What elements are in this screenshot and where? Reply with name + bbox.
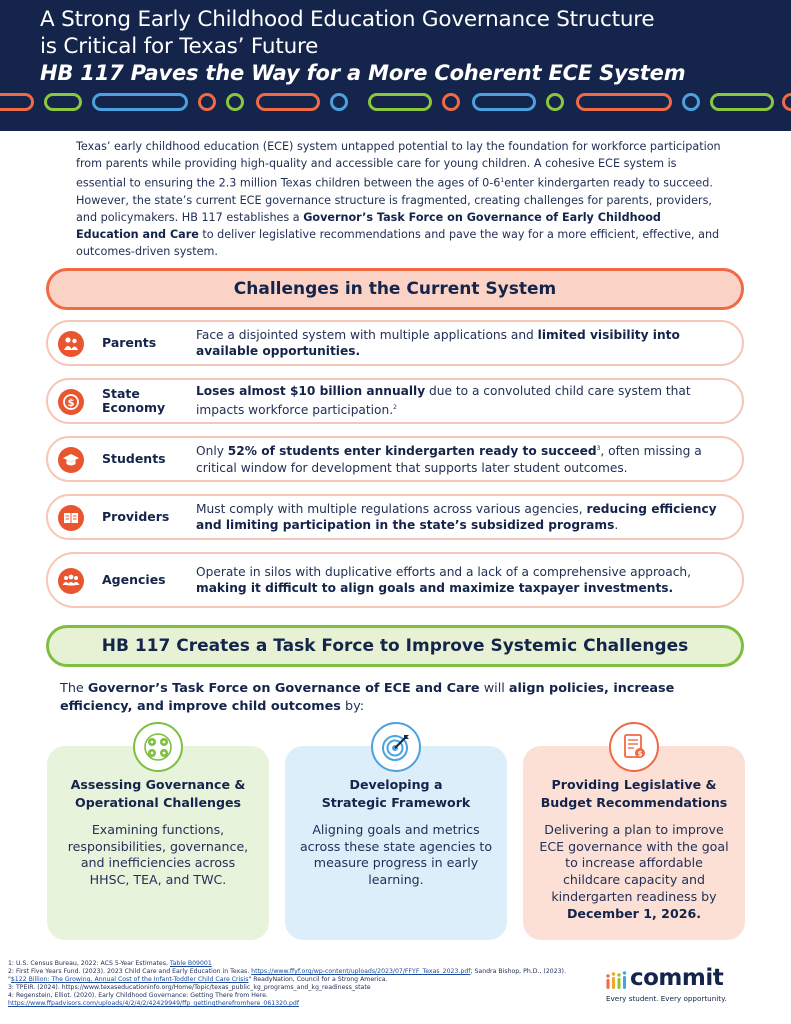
footnote-4-link	[8, 1000, 568, 1008]
title-line-2: is Critical for Texas’ Future	[40, 34, 319, 59]
subtitle: HB 117 Paves the Way for a More Coherent ECE System	[40, 61, 686, 85]
desc-bold: reducing efficiency and limiting participation in the state’s subsidized programs	[196, 501, 717, 532]
taskforce-heading: HB 117 Creates a Task Force to Improve Systemic Challenges	[46, 625, 744, 667]
card-title-line: Budget Recommendations	[540, 795, 728, 810]
decorative-pill	[0, 93, 34, 111]
logo-bars-icon	[606, 970, 628, 990]
desc-text: Operate in silos with duplicative efforts and a lack of a comprehensive approach,	[196, 564, 692, 579]
footnote-link[interactable]: https://www.ffpadvisors.com/uploads/4/2/4/2/42429949/ffp_gettingtherefromhere_061320.pdf	[8, 1000, 300, 1007]
card-body-text: Examining functions, responsibilities, governance, and inefficiencies across HHSC, TEA, and TWC.	[67, 822, 249, 888]
footnote-link[interactable]: https://www.ffyf.org/wp-content/uploads/2023/07/FFYF_Texas_2023.pdf	[251, 968, 471, 975]
dollar-icon	[58, 389, 84, 415]
intro-text: Texas’ early childhood education (ECE) system untapped potential to lay the foundation for workforce participation from parents while providing high-quality and accessible care for young children. A cohesive ECE system is essential to ensuring the 2.3 million Texas children between the ages of 0-6	[76, 140, 721, 190]
footnote-text: 2: First Five Years Fund. (2023). 2023 Child Care and Early Education in Texas.	[8, 968, 252, 975]
card-title	[523, 776, 745, 812]
intro-bold-text: Governor’s Task Force on Governance of Early Childhood Education and Care	[76, 210, 661, 241]
card-title-line: Developing a	[349, 777, 443, 792]
desc-text: .	[614, 518, 619, 532]
footnote-1	[8, 960, 568, 968]
logo-wordmark: commit	[630, 965, 724, 991]
title-line-1: A Strong Early Childhood Education Governance Structure	[40, 7, 655, 32]
decorative-dot	[330, 93, 348, 111]
card-assessing-governance	[47, 746, 269, 940]
lead-text: will	[479, 681, 509, 696]
footnote-link[interactable]: Table B09001	[169, 960, 212, 967]
decorative-pill	[44, 93, 82, 111]
footnote-3: 3: TPEIR. (2024). https://www.texaseducationinfo.org/Home/Topic/texas_public_kg_programs_and_kg_readiness_state	[8, 984, 371, 991]
desc-bold: making it difficult to align goals and maximize taxpayer investments.	[196, 581, 674, 595]
challenge-row-parents	[46, 320, 744, 366]
lead-text: by:	[340, 699, 365, 714]
challenge-label: Agencies	[102, 572, 166, 587]
challenge-row-agencies	[46, 552, 744, 608]
decorative-pill	[92, 93, 188, 111]
commit-logo	[606, 964, 766, 1010]
card-body	[59, 822, 257, 889]
card-body-text: Delivering a plan to improve ECE governance with the goal to increase affordable childcare capacity and kindergarten readiness by	[539, 822, 729, 904]
challenge-label: State Economy	[102, 386, 166, 415]
desc-text: due to a convoluted child care system that impacts workforce participation.	[196, 384, 691, 418]
footnote-text: " ReadyNation, Council for a Strong America.	[248, 976, 388, 983]
decorative-dot	[546, 93, 564, 111]
decorative-dot	[442, 93, 460, 111]
decorative-dot	[226, 93, 244, 111]
decorative-dot	[782, 93, 791, 111]
graduation-cap-icon	[58, 447, 84, 473]
footnote-ref: 2	[393, 403, 397, 411]
taskforce-lead	[60, 680, 740, 716]
decorative-pill	[576, 93, 672, 111]
footnote-text: 1: U.S. Census Bureau, 2022: ACS 5-Year Estimates,	[8, 960, 170, 967]
challenge-row-providers	[46, 494, 744, 540]
footnote-ref: 1	[500, 177, 505, 184]
target-icon	[371, 722, 421, 772]
footnote-text: ; Sandra Bishop, Ph.D., (2023). "	[8, 968, 566, 983]
desc-text: Must comply with multiple regulations across various agencies,	[196, 501, 587, 516]
card-body	[297, 822, 495, 889]
card-legislative-budget	[523, 746, 745, 940]
desc-bold: 52% of students enter kindergarten ready to succeed	[227, 444, 597, 459]
challenge-row-state-economy	[46, 378, 744, 424]
card-strategic-framework	[285, 746, 507, 940]
challenge-description	[196, 438, 736, 480]
decorative-pill	[256, 93, 320, 111]
challenge-description	[196, 554, 736, 606]
book-icon	[58, 505, 84, 531]
challenge-row-students	[46, 436, 744, 482]
challenge-description	[196, 496, 736, 538]
challenge-description	[196, 380, 736, 422]
card-title-line: Operational Challenges	[74, 795, 242, 810]
intro-paragraph	[76, 138, 726, 260]
lead-bold: Governor’s Task Force on Governance of ECE and Care	[87, 681, 480, 696]
decorative-dot	[682, 93, 700, 111]
intro-text: enter kindergarten ready to succeed. However, the state’s current ECE governance structure is fragmented, creating challenges for parents, providers, and policymakers. HB 117 establishes a	[76, 176, 713, 224]
decorative-pill	[368, 93, 432, 111]
footnote-link[interactable]: $122 Billion: The Growing, Annual Cost of the Infant-Toddler Child Care Crisis	[10, 976, 249, 983]
desc-bold: Loses almost $10 billion annually	[196, 384, 426, 399]
desc-bold: limited visibility into available opportunities.	[196, 327, 680, 358]
card-title-line: Strategic Framework	[321, 795, 471, 810]
document-budget-icon	[609, 722, 659, 772]
footnote-2	[8, 968, 568, 984]
challenge-description	[196, 322, 736, 364]
challenges-heading: Challenges in the Current System	[46, 268, 744, 310]
svg-text:$: $	[637, 750, 643, 758]
card-title	[47, 776, 269, 812]
group-icon	[58, 568, 84, 594]
intro-text: to deliver legislative recommendations and pave the way for a more efficient, effective, and outcomes-driven system.	[76, 227, 720, 258]
challenge-label: Providers	[102, 509, 170, 524]
logo-tagline: Every student. Every opportunity.	[606, 994, 727, 1003]
decorative-pill	[472, 93, 536, 111]
svg-text:$: $	[67, 398, 75, 409]
footnote-ref: 3	[596, 445, 601, 453]
family-icon	[58, 331, 84, 357]
desc-text: , often missing a critical window for development that supports later student outcomes.	[196, 444, 702, 476]
decorative-dot	[198, 93, 216, 111]
card-body-text: Aligning goals and metrics across these state agencies to measure progress in early learning.	[299, 822, 493, 888]
desc-text: Only	[196, 444, 228, 459]
card-title-line: Assessing Governance &	[70, 777, 246, 792]
challenge-label: Parents	[102, 335, 157, 350]
header-banner	[0, 0, 791, 131]
lead-bold: align policies, increase efficiency, and improve child outcomes	[60, 681, 675, 714]
card-title	[285, 776, 507, 812]
desc-text: Face a disjointed system with multiple applications and	[196, 327, 538, 342]
card-title-line: Providing Legislative &	[551, 777, 717, 792]
challenge-label: Students	[102, 451, 166, 466]
decorative-pill	[710, 93, 774, 111]
people-network-icon	[133, 722, 183, 772]
footnote-4: 4: Regenstein, Elliot. (2020). Early Childhood Governance: Getting There from Here.	[8, 992, 268, 999]
card-body	[535, 822, 733, 922]
lead-text: The	[60, 681, 88, 696]
card-body-bold: December 1, 2026.	[566, 905, 702, 921]
